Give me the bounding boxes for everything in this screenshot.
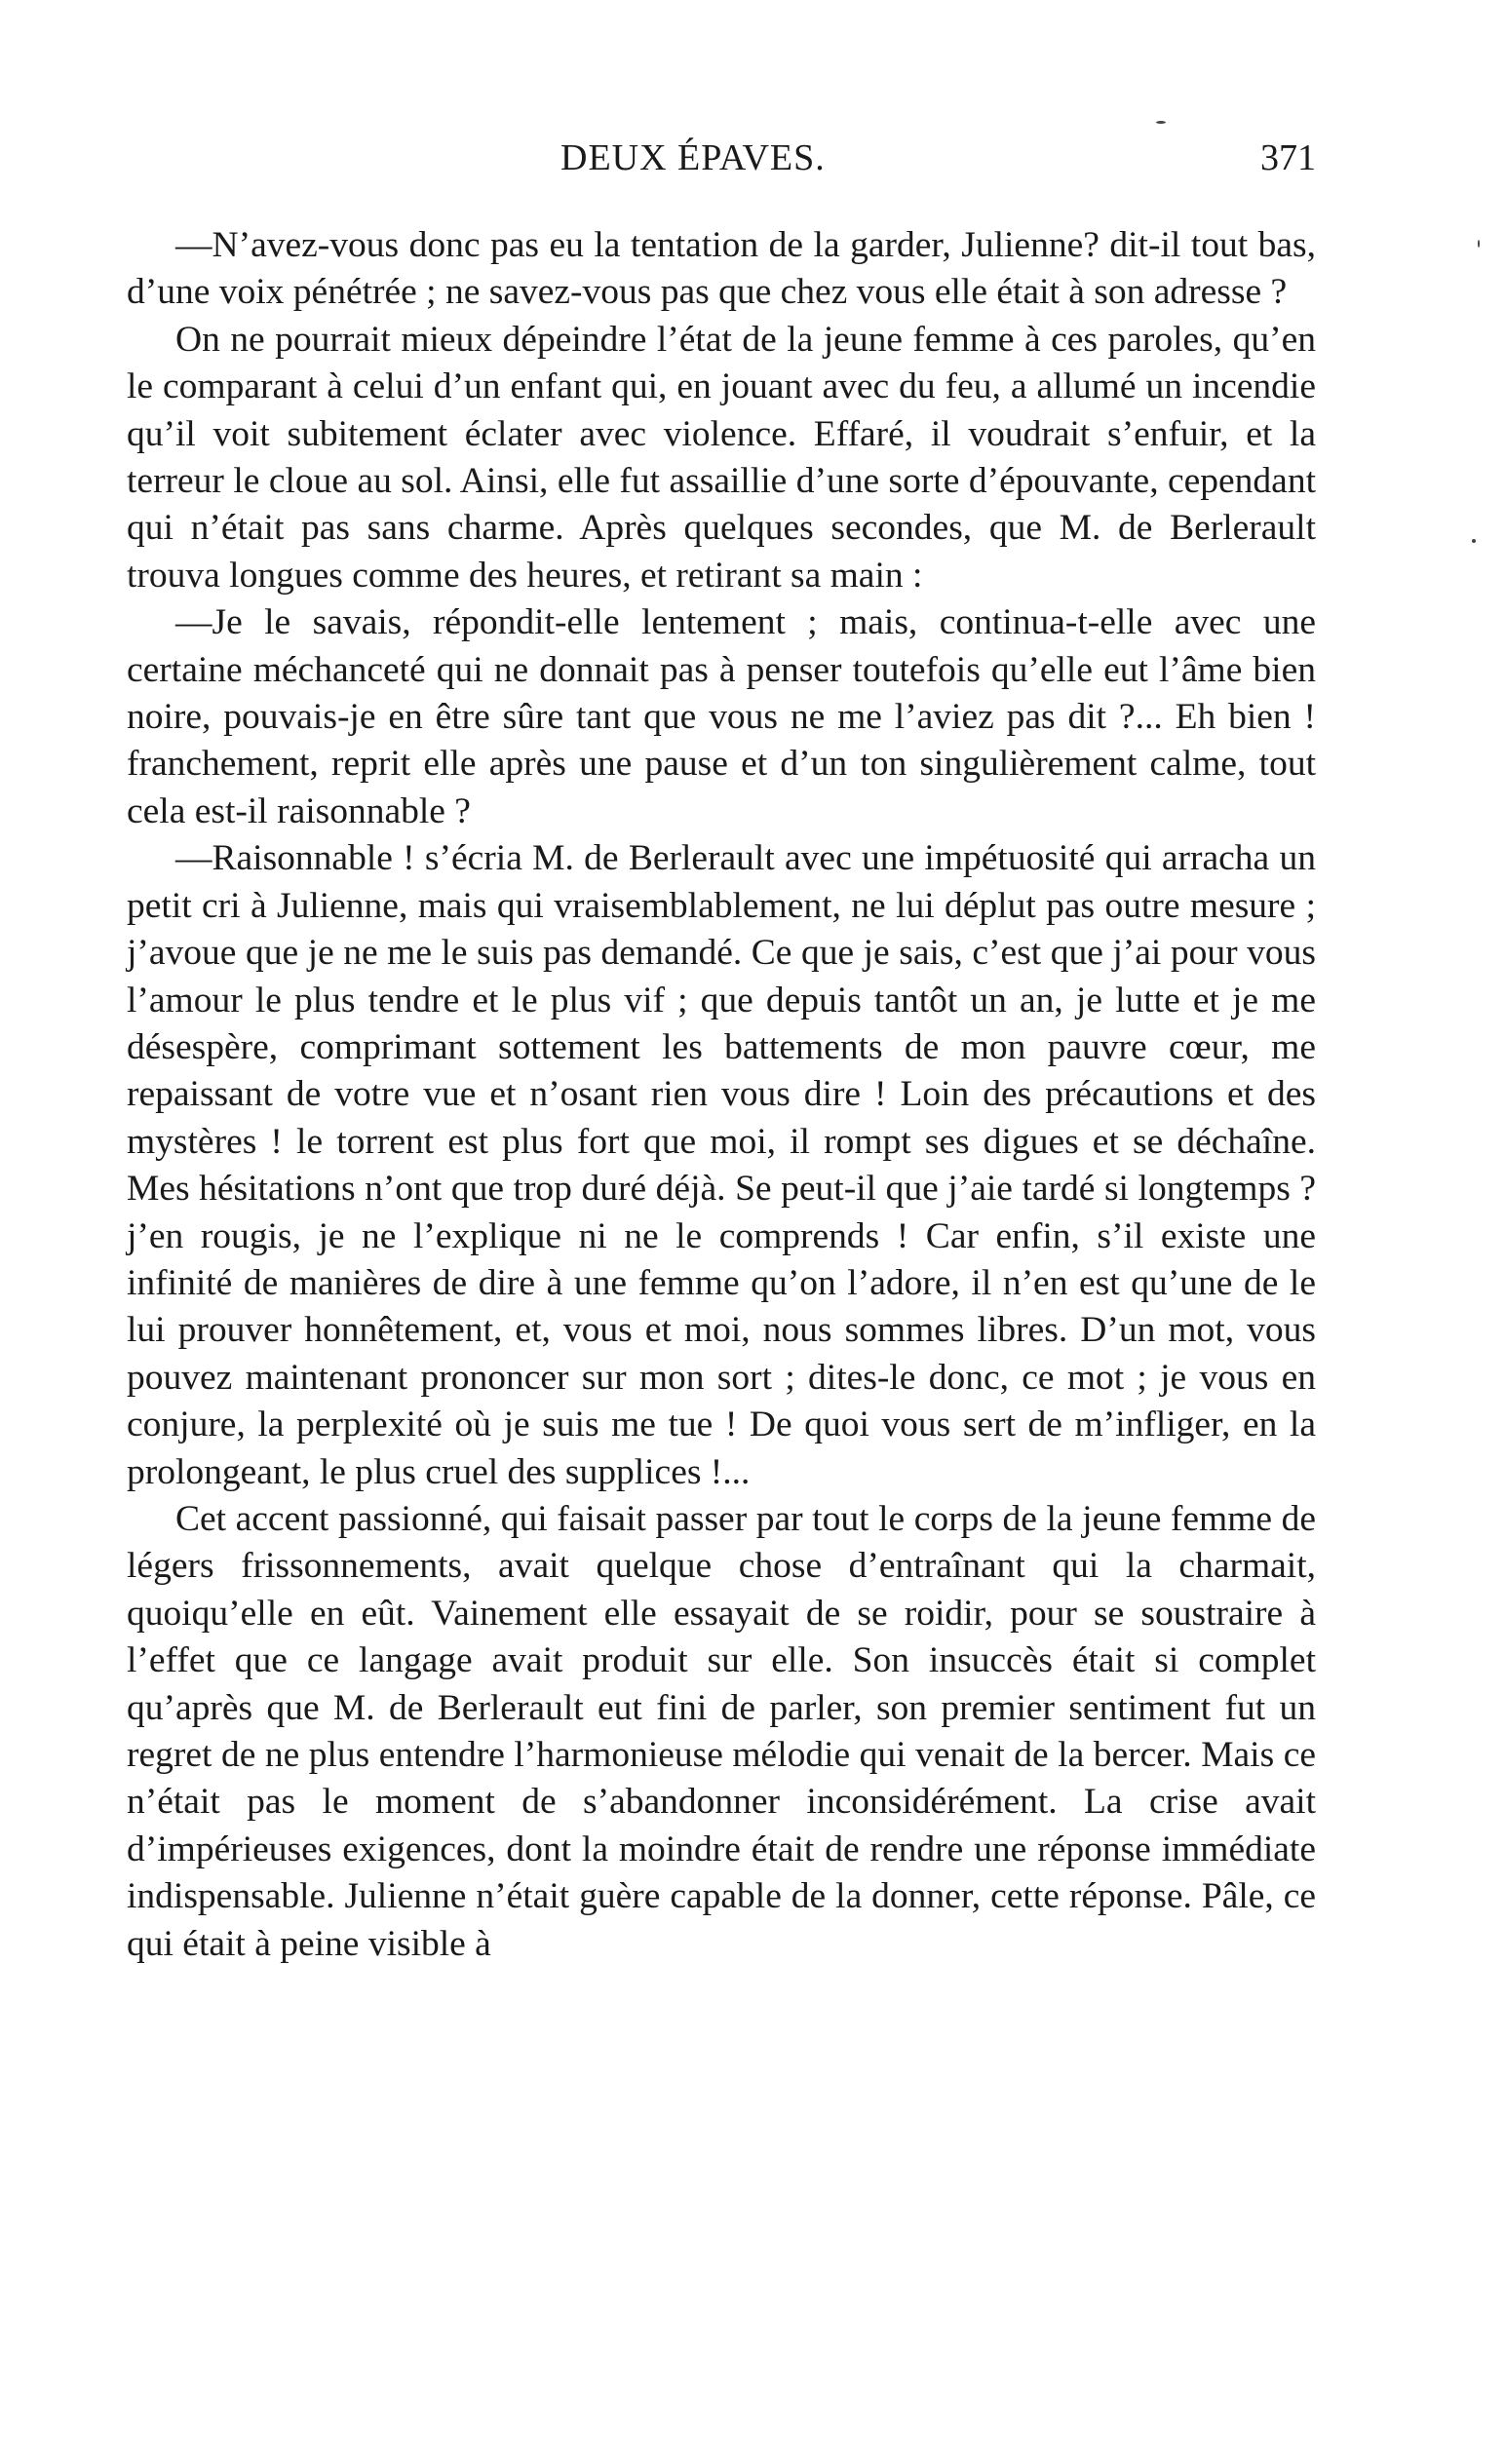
- paragraph-4: —Raisonnable ! s’écria M. de Berlerault avec une impétuosité qui arracha un petit cri à Julienne, mais qui vraisemblablement, ne lui déplut pas outre mesure ; j’avoue que je ne me le suis pas demandé. Ce que je sais, c’est que j’ai pour vous l’amour le plus tendre et le plus vif ; que depuis tantôt un an, je lutte et je me désespère, comprimant sottement les battements de mon pauvre cœur, me repaissant de votre vue et n’osant rien vous dire ! Loin des précautions et des mystères ! le torrent est plus fort que moi, il rompt ses digues et se déchaîne. Mes hésitations n’ont que trop duré déjà. Se peut-il que j’aie tardé si longtemps ? j’en rougis, je ne l’explique ni ne le comprends ! Car enfin, s’il existe une infinité de manières de dire à une femme qu’on l’adore, il n’en est qu’une de le lui prouver honnêtement, et, vous et moi, nous sommes libres. D’un mot, vous pouvez maintenant prononcer sur mon sort ; dites-le donc, ce mot ; je vous en conjure, la perplexité où je suis me tue ! De quoi vous sert de m’infliger, en la prolongeant, le plus cruel des supplices !...: [127, 838, 1316, 1492]
- paragraph-2: On ne pourrait mieux dépeindre l’état de la jeune femme à ces paroles, qu’en le comparant à celui d’un enfant qui, en jouant avec du feu, a allumé un incendie qu’il voit subitement éclater avec violence. Effaré, il voudrait s’enfuir, et la terreur le cloue au sol. Ainsi, elle fut assaillie d’une sorte d’épouvante, cependant qui n’était pas sans charme. Après quelques secondes, que M. de Berlerault trouva longues comme des heures, et retirant sa main :: [127, 319, 1316, 596]
- running-title: DEUX ÉPAVES.: [560, 137, 826, 178]
- paragraph-1: —N’avez-vous donc pas eu la tentation de la garder, Julienne? dit-il tout bas, d’une voix pénétrée ; ne savez-vous pas que chez vous elle était à son adresse ?: [127, 225, 1316, 313]
- print-speck: [1472, 539, 1476, 543]
- paragraph-5: Cet accent passionné, qui faisait passer par tout le corps de la jeune femme de légers frissonnements, avait quelque chose d’entraînant qui la charmait, quoiqu’elle en eût. Vainement elle essayait de se roidir, pour se soustraire à l’effet que ce langage avait produit sur elle. Son insuccès était si complet qu’après que M. de Berlerault eut fini de parler, son premier sentiment fut un regret de ne plus entendre l’harmonieuse mélodie qui venait de la bercer. Mais ce n’était pas le moment de s’abandonner inconsidérément. La crise avait d’impérieuses exigences, dont la moindre était de rendre une réponse immédiate indispensable. Julienne n’était guère capable de la donner, cette réponse. Pâle, ce qui était à peine visible à: [127, 1498, 1316, 1964]
- print-speck: [1156, 121, 1166, 124]
- paragraph-3: —Je le savais, répondit-elle lentement ; mais, continua-t-elle avec une certaine méchanceté qui ne donnait pas à penser toutefois qu’elle eut l’âme bien noire, pouvais-je en être sûre tant que vous ne me l’aviez pas dit ?... Eh bien ! franchement, reprit elle après une pause et d’un ton singulièrement calme, tout cela est-il raisonnable ?: [127, 602, 1316, 831]
- print-speck: [1478, 240, 1480, 248]
- page-header: [127, 136, 1316, 195]
- body-text: [127, 222, 1316, 1968]
- page-number: 371: [1260, 137, 1316, 178]
